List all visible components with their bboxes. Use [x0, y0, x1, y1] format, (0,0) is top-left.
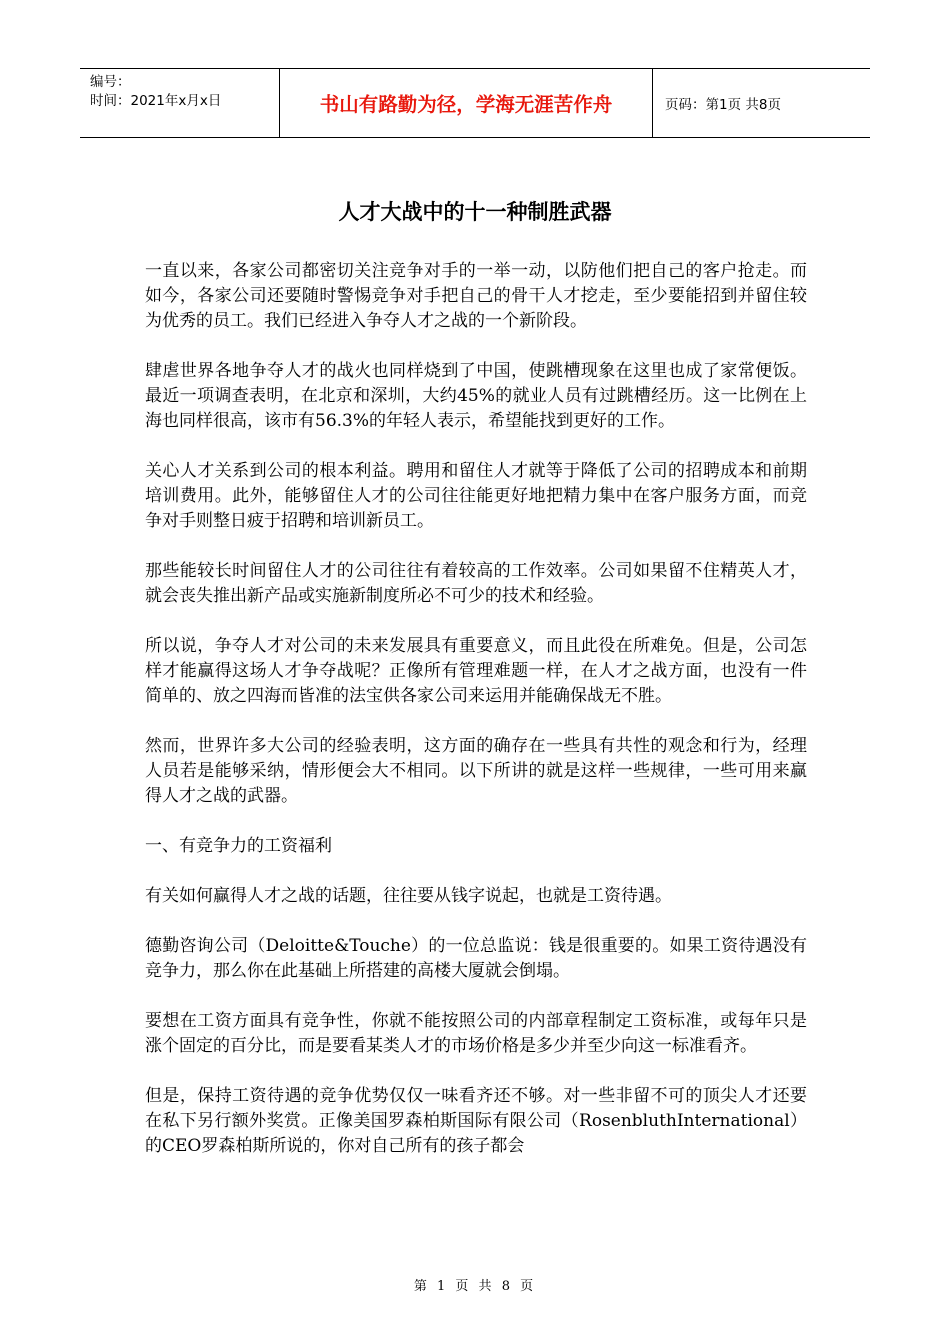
section-heading: 一、有竞争力的工资福利 — [145, 836, 332, 856]
paragraph: 关心人才关系到公司的根本利益。聘用和留住人才就等于降低了公司的招聘成本和前期培训费用。此外，能够留住人才的公司往往能更好地把精力集中在客户服务方面，而竞争对手则整日疲于招聘和培训新员工。 — [145, 461, 807, 531]
paragraph: 所以说，争夺人才对公司的未来发展具有重要意义，而且此役在所难免。但是，公司怎样才能赢得这场人才争夺战呢？正像所有管理难题一样，在人才之战方面，也没有一件简单的、放之四海而皆准的法宝供各家公司来运用并能确保战无不胜。 — [145, 636, 807, 706]
paragraph: 然而，世界许多大公司的经验表明，这方面的确存在一些具有共性的观念和行为，经理人员若是能够采纳，情形便会大不相同。以下所讲的就是这样一些规律，一些可用来赢得人才之战的武器。 — [145, 736, 807, 806]
document-title: 人才大战中的十一种制胜武器 — [338, 200, 612, 224]
document-date: 时间：2021年x月x日 — [90, 93, 222, 109]
header-motto: 书山有路勤为径，学海无涯苦作舟 — [280, 69, 653, 137]
document-number: 编号： — [90, 74, 131, 90]
paragraph: 那些能较长时间留住人才的公司往往有着较高的工作效率。公司如果留不住精英人才，就会丧失推出新产品或实施新制度所必不可少的技术和经验。 — [145, 561, 807, 606]
paragraph: 有关如何赢得人才之战的话题，往往要从钱字说起，也就是工资待遇。 — [145, 886, 672, 906]
page-header — [80, 68, 870, 138]
paragraph: 德勤咨询公司（Deloitte&Touche）的一位总监说：钱是很重要的。如果工资待遇没有竞争力，那么你在此基础上所搭建的高楼大厦就会倒塌。 — [145, 936, 807, 981]
paragraph: 但是，保持工资待遇的竞争优势仅仅一味看齐还不够。对一些非留不可的顶尖人才还要在私下另行额外奖赏。正像美国罗森柏斯国际有限公司（RosenbluthInternational）的CEO罗森柏斯所说的，你对自己所有的孩子都会 — [145, 1086, 807, 1156]
page-footer: 第 1 页 共 8 页 — [413, 1279, 537, 1294]
document-body — [145, 259, 807, 1184]
paragraph: 一直以来，各家公司都密切关注竞争对手的一举一动，以防他们把自己的客户抢走。而如今，各家公司还要随时警惕竞争对手把自己的骨干人才挖走，至少要能招到并留住较为优秀的员工。我们已经进入争夺人才之战的一个新阶段。 — [145, 261, 807, 331]
header-meta — [80, 69, 280, 137]
paragraph: 肆虐世界各地争夺人才的战火也同样烧到了中国，使跳槽现象在这里也成了家常便饭。最近一项调查表明，在北京和深圳，大约45%的就业人员有过跳槽经历。这一比例在上海也同样很高，该市有56.3%的年轻人表示，希望能找到更好的工作。 — [145, 361, 807, 431]
header-page-info: 页码：第1页 共8页 — [665, 97, 781, 113]
paragraph: 要想在工资方面具有竞争性，你就不能按照公司的内部章程制定工资标准，或每年只是涨个固定的百分比，而是要看某类人才的市场价格是多少并至少向这一标准看齐。 — [145, 1011, 807, 1056]
